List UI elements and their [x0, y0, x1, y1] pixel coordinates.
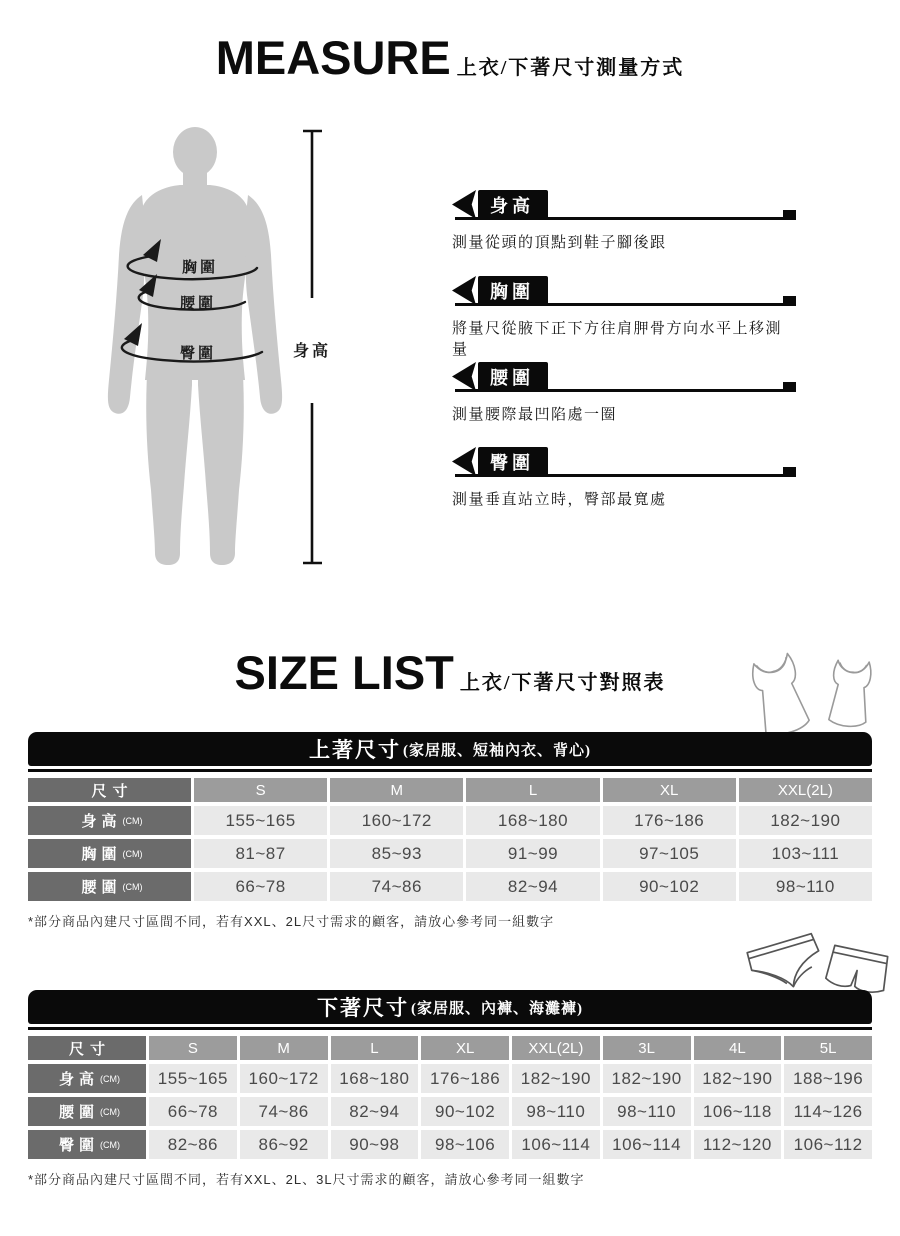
measure-tag-label: 腰圍	[478, 362, 548, 391]
row-label: 身高 (CM)	[28, 806, 191, 835]
size-value-cell: 82~94	[466, 872, 599, 901]
measure-tag-desc: 測量腰際最凹陷處一圈	[452, 406, 618, 423]
size-value-cell: 82~86	[149, 1130, 237, 1159]
figure-chest-label: 胸圍	[181, 260, 218, 276]
left-arrow-icon	[452, 362, 476, 391]
size-column-header: XXL(2L)	[512, 1036, 600, 1060]
tops-size-grid	[28, 778, 872, 901]
bottoms-table-title-bar	[28, 990, 872, 1024]
size-value-cell: 90~102	[603, 872, 736, 901]
measure-tag-label: 胸圍	[478, 276, 548, 305]
size-value-cell: 66~78	[194, 872, 327, 901]
size-value-cell: 82~94	[331, 1097, 419, 1126]
size-column-header: L	[331, 1036, 419, 1060]
size-column-header: S	[194, 778, 327, 802]
size-value-cell: 81~87	[194, 839, 327, 868]
size-value-cell: 91~99	[466, 839, 599, 868]
sizelist-title-zh: 上衣/下著尺寸對照表	[459, 672, 666, 694]
size-value-cell: 155~165	[149, 1064, 237, 1093]
measure-tag-label: 臀圍	[478, 447, 548, 476]
size-value-cell: 85~93	[330, 839, 463, 868]
size-value-cell: 176~186	[603, 806, 736, 835]
bottoms-table-subtitle: (家居服、內褲、海灘褲)	[411, 1000, 583, 1017]
bottoms-size-grid	[28, 1036, 872, 1159]
measure-tag-desc: 測量垂直站立時，臀部最寬處	[452, 491, 667, 508]
size-value-cell: 112~120	[694, 1130, 782, 1159]
measure-tag-desc: 測量從頭的頂點到鞋子腳後跟	[452, 234, 667, 251]
measure-tag-desc: 將量尺從腋下正下方往肩胛骨方向水平上移測量	[452, 320, 783, 358]
size-value-cell: 98~110	[739, 872, 872, 901]
size-value-cell: 168~180	[331, 1064, 419, 1093]
size-value-cell: 168~180	[466, 806, 599, 835]
size-value-cell: 114~126	[784, 1097, 872, 1126]
size-value-cell: 106~118	[694, 1097, 782, 1126]
size-column-header: 3L	[603, 1036, 691, 1060]
tops-table-subtitle: (家居服、短袖內衣、背心)	[403, 742, 591, 759]
tops-table-title: 上著尺寸	[309, 738, 401, 762]
size-column-header: XL	[603, 778, 736, 802]
figure-hip-label: 臀圍	[179, 346, 216, 362]
figure-waist-label: 腰圍	[179, 296, 216, 312]
measure-title-en: MEASURE	[215, 31, 451, 84]
size-value-cell: 182~190	[739, 806, 872, 835]
size-value-cell: 160~172	[330, 806, 463, 835]
row-label: 胸圍 (CM)	[28, 839, 191, 868]
left-arrow-icon	[452, 276, 476, 305]
size-value-cell: 182~190	[603, 1064, 691, 1093]
measure-item-hip	[452, 447, 796, 509]
title-divider	[28, 1027, 872, 1030]
measure-section-title	[0, 30, 900, 85]
size-column-corner-header: 尺寸	[28, 778, 191, 802]
measure-title-zh: 上衣/下著尺寸測量方式	[456, 57, 685, 79]
tops-size-table	[28, 732, 872, 930]
size-column-header: S	[149, 1036, 237, 1060]
row-label: 腰圍 (CM)	[28, 1097, 146, 1126]
size-value-cell: 182~190	[512, 1064, 600, 1093]
row-label: 臀圍 (CM)	[28, 1130, 146, 1159]
sizelist-title-en: SIZE LIST	[234, 646, 454, 699]
size-column-header: L	[466, 778, 599, 802]
row-label: 身高 (CM)	[28, 1064, 146, 1093]
bottoms-table-title: 下著尺寸	[317, 996, 409, 1020]
size-value-cell: 97~105	[603, 839, 736, 868]
size-value-cell: 74~86	[330, 872, 463, 901]
size-value-cell: 66~78	[149, 1097, 237, 1126]
bottoms-table-footnote: *部分商品內建尺寸區間不同，若有XXL、2L、3L尺寸需求的顧客，請放心參考同一組數字	[28, 1172, 585, 1187]
measure-tag-label: 身高	[478, 190, 548, 219]
row-label: 腰圍 (CM)	[28, 872, 191, 901]
size-value-cell: 182~190	[694, 1064, 782, 1093]
size-value-cell: 90~102	[421, 1097, 509, 1126]
size-value-cell: 155~165	[194, 806, 327, 835]
size-column-header: M	[330, 778, 463, 802]
size-value-cell: 106~112	[784, 1130, 872, 1159]
size-value-cell: 86~92	[240, 1130, 328, 1159]
measure-item-height	[452, 190, 796, 252]
size-column-header: XXL(2L)	[739, 778, 872, 802]
size-column-header: 5L	[784, 1036, 872, 1060]
left-arrow-icon	[452, 447, 476, 476]
measure-item-waist	[452, 362, 796, 424]
size-value-cell: 74~86	[240, 1097, 328, 1126]
size-column-header: 4L	[694, 1036, 782, 1060]
size-column-header: M	[240, 1036, 328, 1060]
size-value-cell: 98~110	[603, 1097, 691, 1126]
measure-item-chest	[452, 276, 796, 359]
size-value-cell: 176~186	[421, 1064, 509, 1093]
bottoms-size-table	[28, 990, 872, 1188]
tank-top-icons	[742, 644, 892, 740]
tops-table-footnote: *部分商品內建尺寸區間不同，若有XXL、2L尺寸需求的顧客，請放心參考同一組數字	[28, 914, 555, 929]
size-value-cell: 106~114	[512, 1130, 600, 1159]
left-arrow-icon	[452, 190, 476, 219]
size-value-cell: 106~114	[603, 1130, 691, 1159]
size-value-cell: 188~196	[784, 1064, 872, 1093]
size-value-cell: 103~111	[739, 839, 872, 868]
size-column-header: XL	[421, 1036, 509, 1060]
size-value-cell: 98~106	[421, 1130, 509, 1159]
size-value-cell: 90~98	[331, 1130, 419, 1159]
size-value-cell: 160~172	[240, 1064, 328, 1093]
size-column-corner-header: 尺寸	[28, 1036, 146, 1060]
figure-height-label: 身高	[293, 343, 332, 360]
tops-table-title-bar	[28, 732, 872, 766]
title-divider	[28, 769, 872, 772]
size-value-cell: 98~110	[512, 1097, 600, 1126]
